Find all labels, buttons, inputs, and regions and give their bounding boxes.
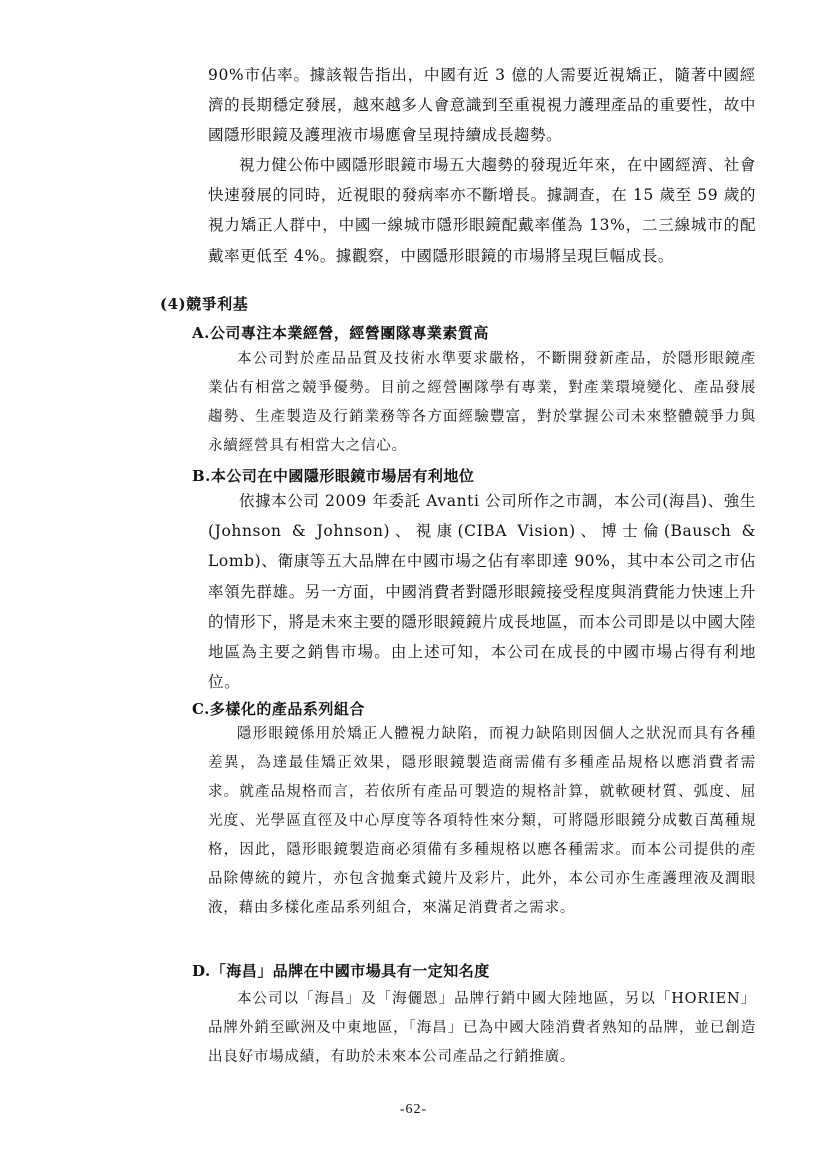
paragraph-market-share: 90%市佔率。據該報告指出，中國有近 3 億的人需要近視矯正，隨著中國經濟的長期穩定發展，越來越多人會意識到至重視視力護理產品的重要性，故中國隱形眼鏡及護理液市場應會呈現持續成長趨勢。 <box>208 66 756 145</box>
paragraph-d: 本公司以「海昌」及「海儷恩」品牌行銷中國大陸地區，另以「HORIEN」品牌外銷至歐洲及中東地區，「海昌」已為中國大陸消費者熟知的品牌，並已創造出良好市場成績，有助於未來本公司產品之行銷推廣。 <box>208 991 756 1065</box>
paragraph-b: 依據本公司 2009 年委託 Avanti 公司所作之市調，本公司(海昌)、強生(Johnson & Johnson)、視康(CIBA Vision)、博士倫(Bausch & Lomb)、衛康等五大品牌在中國市場之佔有率即達 90%，其中本公司之市佔率領先群雄。另一方面，中國消費者對隱形眼鏡接受程度與消費能力快速上升的情形下，將是未來主要的隱形眼鏡鏡片成長地區，而本公司即是以中國大陸地區為主要之銷售市場。由上述可知，本公司在成長的中國市場占得有利地位。 <box>208 492 756 692</box>
subheading-a: A.公司專注本業經營，經營團隊專業素質高 <box>192 324 489 342</box>
subheading-d: D.「海昌」品牌在中國市場具有一定知名度 <box>192 962 490 980</box>
page-number: -62- <box>399 1102 428 1117</box>
subheading-c: C.多樣化的產品系列組合 <box>192 700 365 718</box>
paragraph-myopia-trend: 視力健公佈中國隱形眼鏡市場五大趨勢的發現近年來，在中國經濟、社會快速發展的同時，近視眼的發病率亦不斷增長。據調查，在 15 歲至 59 歲的視力矯正人群中，中國一線城市隱形眼鏡配戴率僅為 13%，二三線城市的配戴率更低至 4%。據觀察，中國隱形眼鏡的市場將呈現巨幅成長。 <box>208 156 756 265</box>
paragraph-a: 本公司對於產品品質及技術水準要求嚴格，不斷開發新產品，於隱形眼鏡產業佔有相當之競爭優勢。目前之經營團隊學有專業，對產業環境變化、產品發展趨勢、生產製造及行銷業務等各方面經驗豐富，對於掌握公司未來整體競爭力與永續經營具有相當大之信心。 <box>208 351 756 454</box>
subheading-b: B.本公司在中國隱形眼鏡市場居有利地位 <box>192 467 475 485</box>
paragraph-c: 隱形眼鏡係用於矯正人體視力缺陷，而視力缺陷則因個人之狀況而具有各種差異，為達最佳矯正效果，隱形眼鏡製造商需備有多種產品規格以應消費者需求。就產品規格而言，若依所有產品可製造的規格計算，就軟硬材質、弧度、屈光度、光學區直徑及中心厚度等各項特性來分類，可將隱形眼鏡分成數百萬種規格，因此，隱形眼鏡製造商必須備有多種規格以應各種需求。而本公司提供的產品除傳統的鏡片，亦包含拋棄式鏡片及彩片，此外，本公司亦生產護理液及潤眼液，藉由多樣化產品系列組合，來滿足消費者之需求。 <box>208 726 756 916</box>
section-heading-competitive-niche: (4)競爭利基 <box>160 295 249 313</box>
